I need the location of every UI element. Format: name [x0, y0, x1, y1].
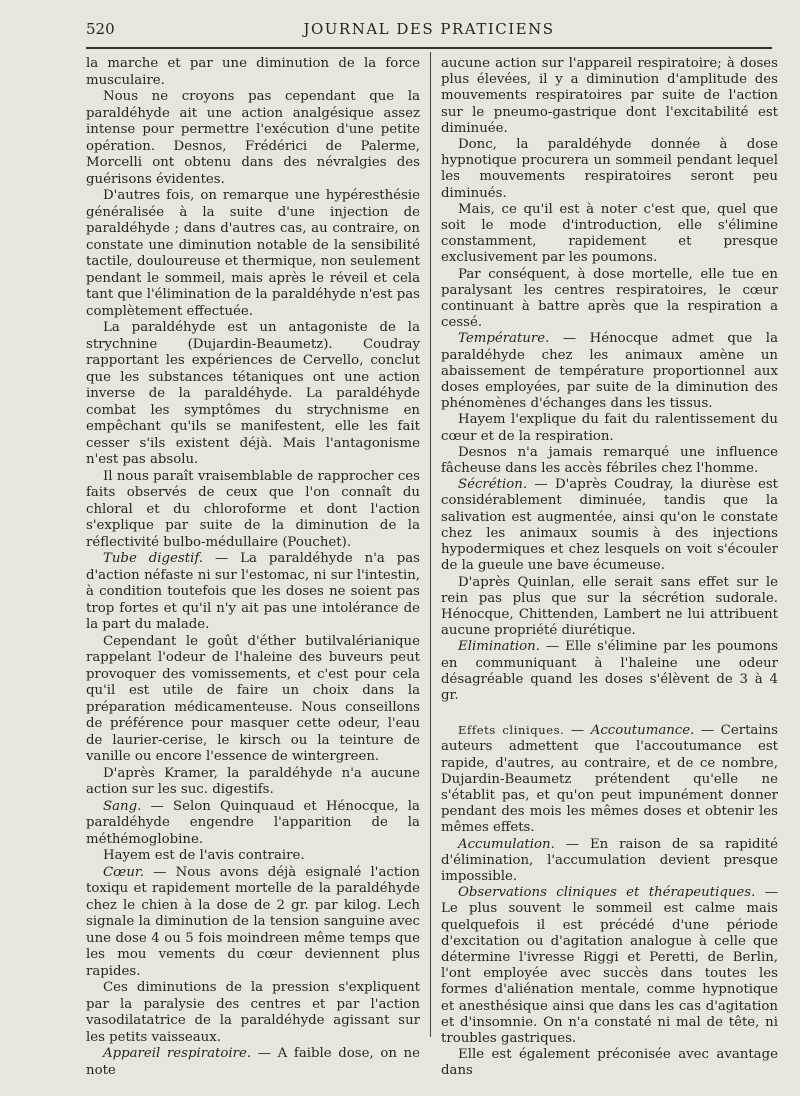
paragraph: Sang. — Selon Quinquaud et Hénocque, la paraldéhyde engendre l'apparition de la méthémoglobine.: [86, 798, 420, 847]
paragraph: Appareil respiratoire. — A faible dose, on ne note: [86, 1046, 420, 1078]
paragraph: Hayem est de l'avis contraire.: [103, 848, 305, 863]
page-number: 520: [86, 20, 115, 38]
paragraph: D'autres fois, on remarque une hypéresthésie généralisée à la suite d'une injection de paraldéhyde ; dans d'autres cas, au contraire, on constate une diminution notable de la sensibilité tactile, douloureuse et thermique, non seulement pendant le sommeil, mais après le réveil et cela tant que l'élimination de la paraldéhyde n'est pas complètement effectuée.: [86, 188, 420, 319]
paragraph: D'après Quinlan, elle serait sans effet sur le rein pas plus que sur la sécrétion sudorale. Hénocque, Chittenden, Lambert ne lui attribuent aucune propriété diurétique.: [441, 574, 778, 639]
paragraph: Donc, la paraldéhyde donnée à dose hypnotique procurera un sommeil pendant lequel les mouvements respiratoires seront peu diminués.: [441, 137, 778, 201]
paragraph: Température. — Hénocque admet que la paraldéhyde chez les animaux amène un abaissement de température proportionnel aux doses employées, par suite de la diminution des phénomènes d'échanges dans les tissus.: [441, 331, 778, 412]
section-heading: Appareil respiratoire.: [103, 1046, 252, 1061]
paragraph: Accumulation. — En raison de sa rapidité d'élimination, l'accumulation devient presque impossible.: [441, 836, 778, 884]
page-header: [86, 20, 772, 44]
section-heading: Sécrétion.: [458, 477, 528, 493]
paragraph: la marche et par une diminution de la force musculaire.: [86, 56, 420, 88]
paragraph: Il nous paraît vraisemblable de rapprocher ces faits observés de ceux que l'on connaît du chloral et du chloroforme et dont l'action s'explique par suite de la diminution de la réflectivité bulbo-médullaire (Pouchet).: [86, 468, 420, 550]
paragraph: Ces diminutions de la pression s'expliquent par la paralysie des centres et par l'action vasodilatatrice de la paraldéhyde agissant sur les petits vaisseaux.: [86, 980, 420, 1045]
section-heading: Température.: [458, 331, 550, 347]
right-column: [441, 56, 778, 1080]
paragraph: Cœur. — Nous avons déjà esignalé l'action toxiqu et rapidement mortelle de la paraldéhyde chez le chien à la dose de 2 gr. par kilog. Lech signale la diminution de la tension sanguine avec une dose 4 ou 5 fois moindreen même temps que les mou vements du cœur deviennent plus rapides.: [86, 864, 420, 979]
paragraph: Mais, ce qu'il est à noter c'est que, quel que soit le mode d'introduction, elle s'élimine constamment, rapidement et presque exclusivement par les poumons.: [441, 201, 778, 266]
section-heading: Cœur.: [103, 864, 145, 880]
section-heading: Observations cliniques et thérapeutiques.: [458, 885, 756, 901]
section-heading: Tube digestif.: [103, 551, 203, 566]
paragraph: aucune action sur l'appareil respiratoire; à doses plus élevées, il y a diminution d'amplitude des mouvements respiratoires par suite de l'action sur le pneumo-gastrique dont l'excitabilité est diminuée.: [441, 56, 778, 136]
paragraph: Effets cliniques. — Accoutumance. — Certains auteurs admettent que l'accoutumance est rapide, d'autres, au contraire, et de ce nombre, Dujardin-Beaumetz prétendent qu'elle ne s'établit pas, et qu'on peut impunément donner pendant des mois les mêmes doses et obtenir les mêmes effets.: [441, 723, 778, 836]
paragraph: Observations cliniques et thérapeutiques. — Le plus souvent le sommeil est calme mais quelquefois il est précédé d'une période d'excitation ou d'agitation analogue à celle que détermine l'ivresse Riggi et Peretti, de Berlin, l'ont employée avec succès dans toutes les formes d'aliénation mentale, comme hypnotique et anesthésique ainsi que dans les cas d'agitation et d'insomnie. On n'a constaté ni mal de tête, ni troubles gastriques.: [441, 885, 778, 1046]
paragraph: Nous ne croyons pas cependant que la paraldéhyde ait une action analgésique assez intense pour permettre l'exécution d'une petite opération. Desnos, Frédérici de Palerme, Morcelli ont obtenu dans des névralgies des guérisons évidentes.: [86, 89, 420, 187]
paragraph: Desnos n'a jamais remarqué une influence fâcheuse dans les accès fébriles chez l'homme.: [441, 444, 778, 477]
paragraph: Par conséquent, à dose mortelle, elle tue en paralysant les centres respiratoires, le cœur continuant à battre après que la respiration a cessé.: [441, 266, 778, 331]
left-column: [86, 56, 420, 1079]
paragraph: Tube digestif. — La paraldéhyde n'a pas d'action néfaste ni sur l'estomac, ni sur l'intestin, à condition toutefois que les doses ne soient pas trop fortes et qu'il n'y ait pas une intolérance de la part du malade.: [86, 551, 420, 632]
section-heading: Sang.: [103, 798, 142, 814]
paragraph: La paraldéhyde est un antagoniste de la strychnine (Dujardin-Beaumetz). Coudray rapportant les expériences de Cervello, conclut que les substances tétaniques ont une action inverse de la paraldéhyde. La paraldéhyde combat les symptômes du strychnisme en empêchant qu'ils se manifestent, elle les fait cesser s'ils existent déjà. Mais l'antagonisme n'est pas absolu.: [86, 320, 420, 467]
paragraph: Elimination. — Elle s'élimine par les poumons en communiquant à l'haleine une odeur désagréable quand les doses s'élèvent de 3 à 4 gr.: [441, 639, 778, 703]
header-rule: [86, 47, 772, 49]
section-heading: Accumulation.: [458, 836, 555, 852]
paragraph: Elle est également préconisée avec avantage dans: [441, 1047, 778, 1079]
section-heading: Accoutumance.: [590, 723, 695, 739]
paragraph: Sécrétion. — D'après Coudray, la diurèse est considérablement diminuée, tandis que la salivation est augmentée, ainsi qu'on le constate chez les animaux soumis à des injections hypodermiques et chez lesquels on voit s'écouler de la gueule une bave écumeuse.: [441, 477, 778, 574]
section-title-smallcaps: Effets cliniques.: [458, 723, 565, 738]
section-heading: Elimination.: [458, 639, 540, 655]
journal-title: JOURNAL DES PRATICIENS: [303, 20, 555, 38]
paragraph: Hayem l'explique du fait du ralentissement du cœur et de la respiration.: [441, 412, 778, 444]
paragraph: Cependant le goût d'éther butilvalérianique rappelant l'odeur de l'haleine des buveurs peut provoquer des vomissements, et c'est pour cela qu'il est utile de faire un choix dans la préparation médicamenteuse. Nous conseillons de préférence pour masquer cette odeur, l'eau de laurier-cerise, le kirsch ou la teinture de vanille ou encore l'essence de wintergreen.: [86, 633, 420, 764]
column-divider: [430, 52, 431, 1037]
paragraph: D'après Kramer, la paraldéhyde n'a aucune action sur les suc. digestifs.: [86, 765, 420, 797]
